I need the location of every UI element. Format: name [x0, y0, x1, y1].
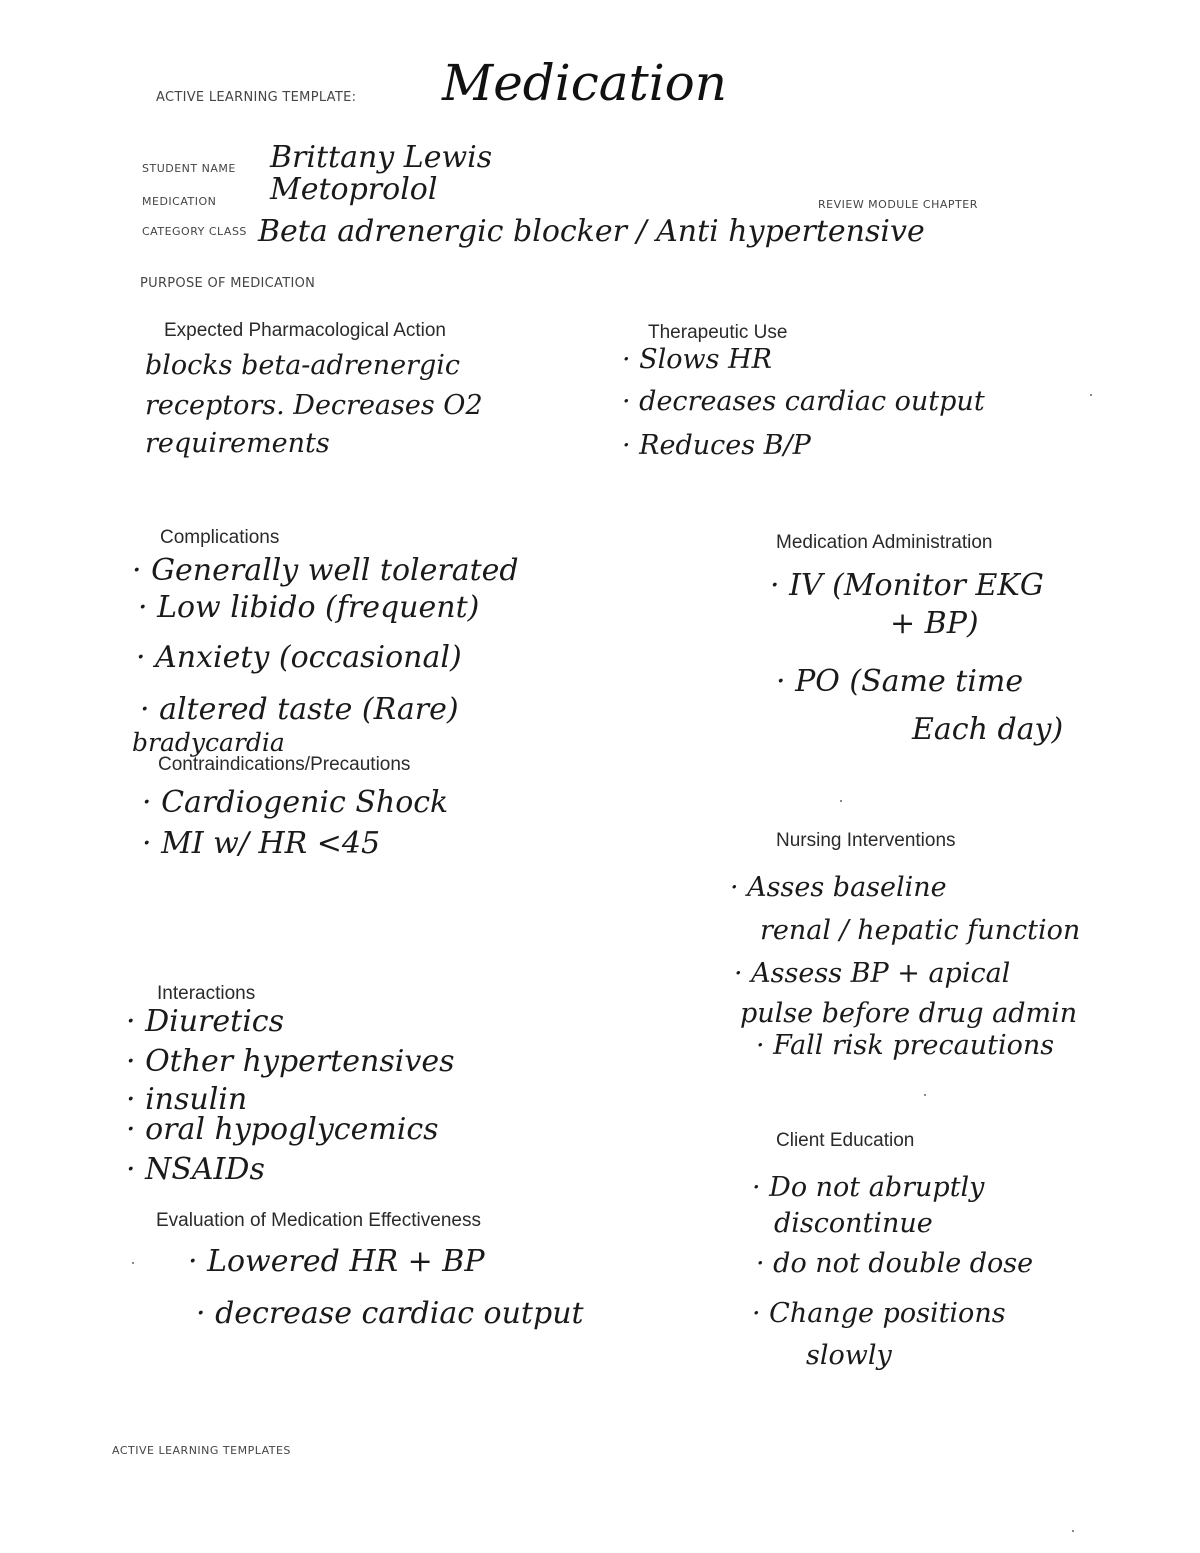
client-education-line: slowly	[806, 1340, 892, 1371]
complications-line: bradycardia	[132, 728, 285, 757]
evaluation-line: · decrease cardiac output	[196, 1296, 584, 1331]
client-education-label: Client Education	[776, 1130, 915, 1151]
category-label: CATEGORY CLASS	[142, 225, 247, 238]
client-education-line: discontinue	[774, 1208, 933, 1239]
interactions-line: · oral hypoglycemics	[126, 1112, 439, 1147]
complications-line: · Generally well tolerated	[132, 553, 519, 588]
medication-label: MEDICATION	[142, 195, 217, 208]
expected-action-label: Expected Pharmacological Action	[164, 320, 446, 341]
nursing-interventions-line: · Asses baseline	[730, 872, 947, 903]
review-module-label: REVIEW MODULE CHAPTER	[818, 198, 978, 211]
scan-speck	[924, 1094, 926, 1096]
interactions-line: · Other hypertensives	[126, 1044, 455, 1079]
interactions-line: · NSAIDs	[126, 1152, 265, 1187]
template-label: ACTIVE LEARNING TEMPLATE:	[156, 90, 357, 105]
contraindications-line: · MI w/ HR <45	[142, 826, 381, 861]
nursing-interventions-line: · Fall risk precautions	[756, 1030, 1055, 1061]
scan-speck	[132, 1262, 134, 1264]
contraindications-label: Contraindications/Precautions	[158, 754, 411, 775]
expected-action-line: receptors. Decreases O2	[145, 390, 483, 421]
medication-administration-line: Each day)	[912, 712, 1064, 747]
category-value: Beta adrenergic blocker / Anti hypertensive	[258, 214, 925, 249]
complications-line: · Anxiety (occasional)	[136, 640, 462, 675]
evaluation-label: Evaluation of Medication Effectiveness	[156, 1210, 481, 1231]
therapeutic-use-line: · Slows HR	[622, 344, 772, 375]
medication-administration-line: + BP)	[890, 606, 979, 641]
complications-line: · Low libido (frequent)	[138, 590, 480, 625]
therapeutic-use-label: Therapeutic Use	[648, 322, 788, 343]
purpose-label: PURPOSE OF MEDICATION	[140, 276, 316, 291]
nursing-interventions-line: renal / hepatic function	[760, 915, 1081, 946]
scan-speck	[1072, 1530, 1074, 1532]
therapeutic-use-line: · Reduces B/P	[622, 430, 811, 461]
medication-administration-line: · PO (Same time	[776, 664, 1024, 699]
interactions-line: · insulin	[126, 1082, 248, 1117]
client-education-line: · Do not abruptly	[752, 1172, 985, 1203]
medication-administration-line: · IV (Monitor EKG	[770, 568, 1044, 603]
nursing-interventions-line: pulse before drug admin	[740, 998, 1078, 1029]
nursing-interventions-label: Nursing Interventions	[776, 830, 956, 851]
student-name-label: STUDENT NAME	[142, 162, 236, 175]
evaluation-line: · Lowered HR + BP	[188, 1244, 485, 1279]
medication-value: Metoprolol	[270, 172, 438, 207]
therapeutic-use-line: · decreases cardiac output	[622, 386, 985, 417]
scan-speck	[1090, 394, 1092, 396]
medication-administration-label: Medication Administration	[776, 532, 993, 553]
nursing-interventions-line: · Assess BP + apical	[734, 958, 1011, 989]
expected-action-line: blocks beta-adrenergic	[145, 350, 461, 381]
client-education-line: · do not double dose	[756, 1248, 1034, 1279]
contraindications-line: · Cardiogenic Shock	[142, 785, 449, 820]
scan-speck	[840, 800, 842, 802]
page-title: Medication	[442, 54, 727, 112]
interactions-label: Interactions	[157, 983, 256, 1004]
complications-line: · altered taste (Rare)	[140, 692, 459, 727]
footer-label: ACTIVE LEARNING TEMPLATES	[112, 1444, 291, 1457]
interactions-line: · Diuretics	[126, 1004, 284, 1039]
student-name-value: Brittany Lewis	[270, 140, 493, 175]
expected-action-line: requirements	[145, 428, 330, 459]
client-education-line: · Change positions	[752, 1298, 1006, 1329]
complications-label: Complications	[160, 527, 280, 548]
